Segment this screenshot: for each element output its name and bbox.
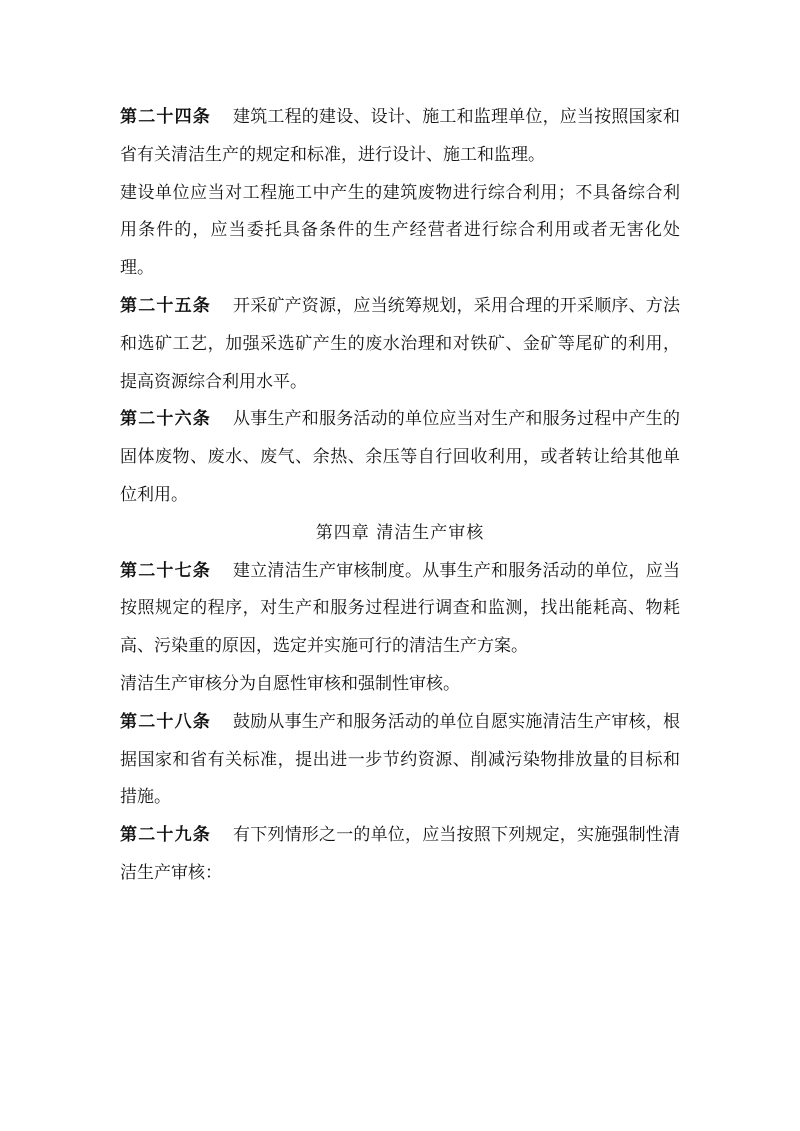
article-28 [120, 704, 680, 817]
article-25 [120, 288, 680, 401]
article-24-label: 第二十四条 [120, 107, 211, 127]
article-25-label: 第二十五条 [120, 295, 211, 316]
article-27-label: 第二十七条 [120, 560, 211, 581]
article-28-text: 鼓励从事生产和服务活动的单位自愿实施清洁生产审核，根据国家和省有关标准，提出进一步节约资源、削减污染物排放量的目标和措施。 [120, 711, 680, 808]
article-24-paragraph-2: 建设单位应当对工程施工中产生的建筑废物进行综合利用；不具备综合利用条件的，应当委托具备条件的生产经营者进行综合利用或者无害化处理。 [120, 182, 680, 279]
article-29-text: 有下列情形之一的单位，应当按照下列规定，实施强制性清洁生产审核： [120, 825, 680, 883]
chapter-4-heading: 第四章 清洁生产审核 [315, 522, 485, 543]
article-29 [120, 817, 680, 893]
article-28-label: 第二十八条 [120, 711, 211, 732]
document-page [120, 99, 680, 893]
article-26 [120, 401, 680, 514]
article-26-label: 第二十六条 [120, 409, 211, 430]
article-24-text: 建筑工程的建设、设计、施工和监理单位，应当按照国家和省有关清洁生产的规定和标准，进行设计、施工和监理。 [120, 107, 680, 165]
article-27-paragraph-2: 清洁生产审核分为自愿性审核和强制性审核。 [120, 673, 460, 694]
article-27 [120, 553, 680, 666]
article-24 [120, 99, 680, 175]
article-27-text: 建立清洁生产审核制度。从事生产和服务活动的单位，应当按照规定的程序，对生产和服务过程进行调查和监测，找出能耗高、物耗高、污染重的原因，选定并实施可行的清洁生产方案。 [120, 560, 680, 657]
article-26-text: 从事生产和服务活动的单位应当对生产和服务过程中产生的固体废物、废水、废气、余热、余压等自行回收利用，或者转让给其他单位利用。 [120, 409, 680, 505]
article-25-text: 开采矿产资源，应当统筹规划，采用合理的开采顺序、方法和选矿工艺，加强采选矿产生的废水治理和对铁矿、金矿等尾矿的利用，提高资源综合利用水平。 [120, 295, 680, 392]
article-29-label: 第二十九条 [120, 825, 211, 846]
